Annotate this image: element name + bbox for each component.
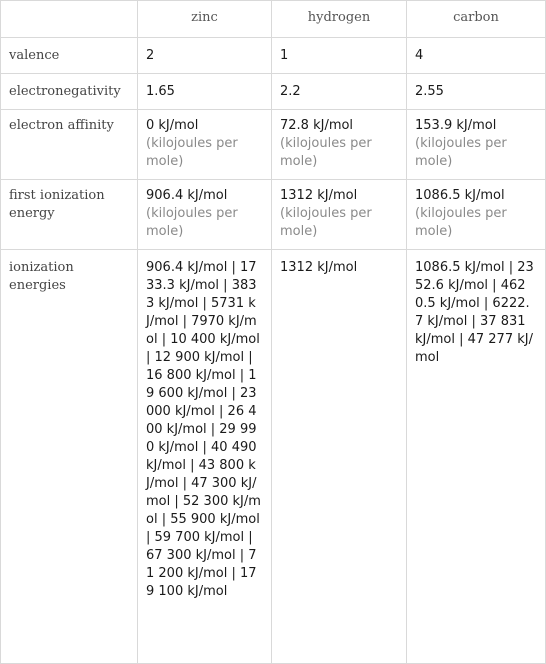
first-ionization-carbon-unit-note: (kilojoules per mole) bbox=[415, 206, 507, 239]
row-first-ionization-energy bbox=[1, 180, 546, 250]
first-ionization-zinc bbox=[138, 180, 272, 250]
row-ionization-energies bbox=[1, 250, 546, 664]
electron-affinity-hydrogen bbox=[272, 110, 407, 180]
first-ionization-hydrogen bbox=[272, 180, 407, 250]
valence-hydrogen: 1 bbox=[272, 38, 407, 74]
valence-carbon: 4 bbox=[407, 38, 546, 74]
first-ionization-zinc-value: 906.4 kJ/mol bbox=[146, 188, 228, 203]
ionization-energies-hydrogen: 1312 kJ/mol bbox=[272, 250, 407, 664]
electron-affinity-hydrogen-unit-note: (kilojoules per mole) bbox=[280, 136, 372, 169]
row-label-first-ionization-energy: first ionization energy bbox=[1, 180, 138, 250]
electron-affinity-hydrogen-value: 72.8 kJ/mol bbox=[280, 118, 354, 133]
row-electronegativity bbox=[1, 74, 546, 110]
electron-affinity-carbon-value: 153.9 kJ/mol bbox=[415, 118, 497, 133]
first-ionization-carbon bbox=[407, 180, 546, 250]
header-corner bbox=[1, 1, 138, 38]
header-zinc: zinc bbox=[138, 1, 272, 38]
row-label-electron-affinity: electron affinity bbox=[1, 110, 138, 180]
header-hydrogen: hydrogen bbox=[272, 1, 407, 38]
ionization-energies-zinc: 906.4 kJ/mol | 1733.3 kJ/mol | 3833 kJ/mol | 5731 kJ/mol | 7970 kJ/mol | 10 400 kJ/mol | 12 900 kJ/mol | 16 800 kJ/mol | 19 600 kJ/mol | 23 000 kJ/mol | 26 400 kJ/mol | 29 990 kJ/mol | 40 490 kJ/mol | 43 800 kJ/mol | 47 300 kJ/mol | 52 300 kJ/mol | 55 900 kJ/mol | 59 700 kJ/mol | 67 300 kJ/mol | 71 200 kJ/mol | 179 100 kJ/mol bbox=[138, 250, 272, 664]
row-electron-affinity bbox=[1, 110, 546, 180]
electron-affinity-zinc bbox=[138, 110, 272, 180]
electronegativity-hydrogen: 2.2 bbox=[272, 74, 407, 110]
electronegativity-carbon: 2.55 bbox=[407, 74, 546, 110]
row-label-valence: valence bbox=[1, 38, 138, 74]
valence-zinc: 2 bbox=[138, 38, 272, 74]
electron-affinity-carbon-unit-note: (kilojoules per mole) bbox=[415, 136, 507, 169]
electron-affinity-zinc-unit-note: (kilojoules per mole) bbox=[146, 136, 238, 169]
ionization-energies-carbon: 1086.5 kJ/mol | 2352.6 kJ/mol | 4620.5 kJ/mol | 6222.7 kJ/mol | 37 831 kJ/mol | 47 277 kJ/mol bbox=[407, 250, 546, 664]
first-ionization-carbon-value: 1086.5 kJ/mol bbox=[415, 188, 505, 203]
row-label-ionization-energies: ionization energies bbox=[1, 250, 138, 664]
first-ionization-zinc-unit-note: (kilojoules per mole) bbox=[146, 206, 238, 239]
first-ionization-hydrogen-value: 1312 kJ/mol bbox=[280, 188, 358, 203]
row-valence bbox=[1, 38, 546, 74]
electronegativity-zinc: 1.65 bbox=[138, 74, 272, 110]
first-ionization-hydrogen-unit-note: (kilojoules per mole) bbox=[280, 206, 372, 239]
header-carbon: carbon bbox=[407, 1, 546, 38]
electron-affinity-carbon bbox=[407, 110, 546, 180]
electron-affinity-zinc-value: 0 kJ/mol bbox=[146, 118, 199, 133]
header-row bbox=[1, 1, 546, 38]
row-label-electronegativity: electronegativity bbox=[1, 74, 138, 110]
